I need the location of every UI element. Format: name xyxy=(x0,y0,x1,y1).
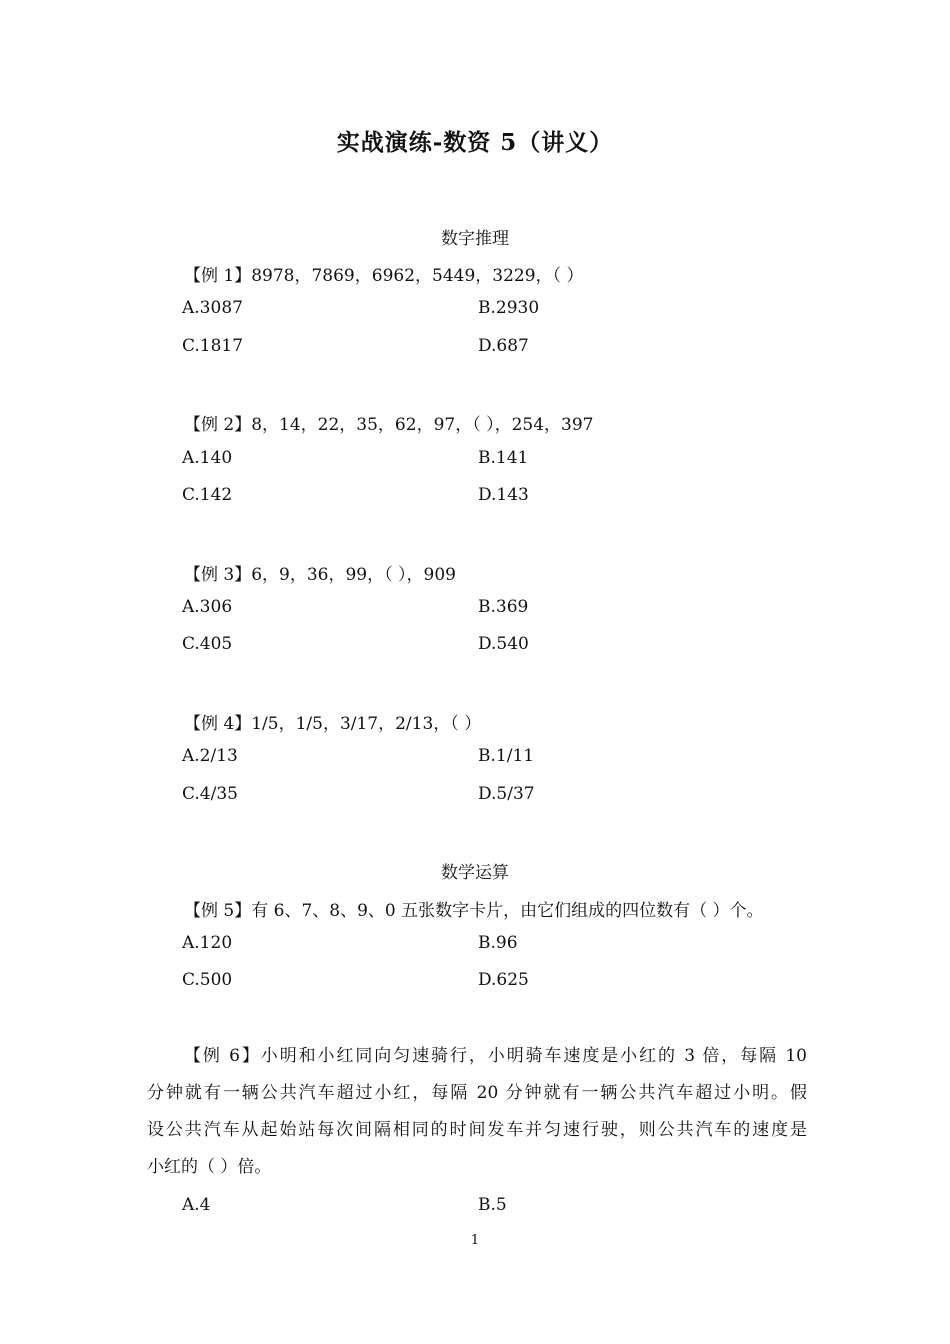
question-1-option-a: A.3087 xyxy=(182,298,243,318)
question-6-stem-line-3: 设公共汽车从起始站每次间隔相同的时间发车并匀速行驶，则公共汽车的速度是 xyxy=(147,1120,807,1140)
question-6-stem xyxy=(147,1038,807,1186)
question-2-option-b: B.141 xyxy=(478,448,529,468)
question-1-option-c: C.1817 xyxy=(182,336,244,356)
question-2-option-a: A.140 xyxy=(182,448,233,468)
question-6-option-a: A.4 xyxy=(182,1195,211,1215)
question-5-option-a: A.120 xyxy=(182,933,233,953)
question-4-option-c: C.4/35 xyxy=(182,784,238,804)
question-6-stem-line-2: 分钟就有一辆公共汽车超过小红，每隔 20 分钟就有一辆公共汽车超过小明。假 xyxy=(147,1083,807,1103)
question-1-option-b: B.2930 xyxy=(478,298,540,318)
section-heading-arithmetic: 数学运算 xyxy=(441,863,509,883)
question-5-option-d: D.625 xyxy=(478,970,529,990)
question-1-stem: 【例 1】8978，7869，6962，5449，3229，（ ） xyxy=(184,266,584,286)
section-heading-reasoning: 数字推理 xyxy=(441,229,509,249)
question-4-option-a: A.2/13 xyxy=(182,746,238,766)
document-title: 实战演练-数资 5（讲义） xyxy=(336,129,614,156)
question-4-option-b: B.1/11 xyxy=(478,746,535,766)
question-6-option-b: B.5 xyxy=(478,1195,507,1215)
question-3-stem: 【例 3】6，9，36，99，（ ），909 xyxy=(184,565,456,585)
question-4-option-d: D.5/37 xyxy=(478,784,535,804)
question-3-option-b: B.369 xyxy=(478,597,529,617)
question-5-option-b: B.96 xyxy=(478,933,518,953)
question-3-option-a: A.306 xyxy=(182,597,233,617)
question-3-option-c: C.405 xyxy=(182,634,233,654)
page-number: 1 xyxy=(470,1233,480,1248)
question-5-option-c: C.500 xyxy=(182,970,233,990)
question-6-stem-line-4: 小红的（ ）倍。 xyxy=(147,1157,272,1177)
question-3-option-d: D.540 xyxy=(478,634,529,654)
question-5-stem: 【例 5】有 6、7、8、9、0 五张数字卡片，由它们组成的四位数有（ ）个。 xyxy=(184,901,764,921)
question-2-stem: 【例 2】8，14，22，35，62，97，（ ），254，397 xyxy=(184,415,594,435)
question-2-option-c: C.142 xyxy=(182,485,233,505)
question-2-option-d: D.143 xyxy=(478,485,529,505)
question-4-stem: 【例 4】1/5，1/5，3/17，2/13，（ ） xyxy=(184,714,482,734)
question-1-option-d: D.687 xyxy=(478,336,529,356)
question-6-stem-line-1: 【例 6】小明和小红同向匀速骑行，小明骑车速度是小红的 3 倍，每隔 10 xyxy=(184,1046,807,1066)
